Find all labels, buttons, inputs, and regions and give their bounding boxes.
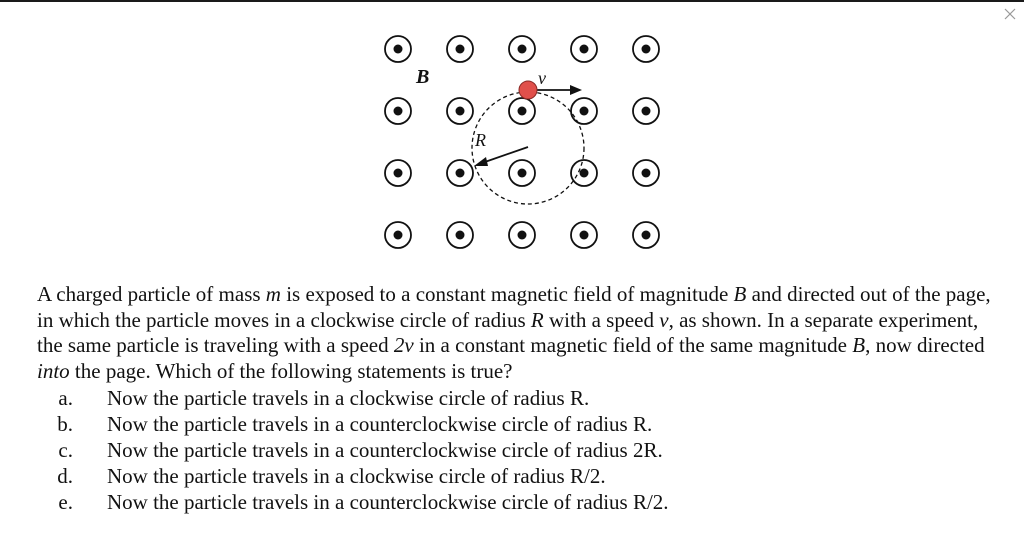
choice-c[interactable] bbox=[37, 438, 997, 464]
choice-letter: b. bbox=[57, 412, 73, 436]
out-of-page-dot-icon bbox=[571, 160, 597, 186]
out-of-page-dot-icon bbox=[509, 222, 535, 248]
out-of-page-dot-icon bbox=[447, 222, 473, 248]
question-block bbox=[37, 282, 997, 516]
out-of-page-dot-icon bbox=[633, 222, 659, 248]
choice-a[interactable] bbox=[37, 386, 997, 412]
choice-text: Now the particle travels in a clockwise circle of radius R/2. bbox=[107, 464, 606, 488]
out-of-page-dot-icon bbox=[571, 98, 597, 124]
charged-particle bbox=[519, 81, 537, 99]
out-of-page-dot-icon bbox=[509, 160, 535, 186]
out-of-page-dot-icon bbox=[571, 36, 597, 62]
choice-b[interactable] bbox=[37, 412, 997, 438]
choice-text: Now the particle travels in a counterclockwise circle of radius R/2. bbox=[107, 490, 669, 514]
out-of-page-dot-icon bbox=[385, 222, 411, 248]
out-of-page-dot-icon bbox=[385, 98, 411, 124]
question-stem: A charged particle of mass m is exposed to a constant magnetic field of magnitude B and directed out of the page, in which the particle moves in a clockwise circle of radius R with a speed v, as shown. In a separate experiment, the same particle is traveling with a speed 2v in a constant magnetic field of the same magnitude B, now directed into the page. Which of the following statements is true? bbox=[37, 282, 991, 383]
choice-e[interactable] bbox=[37, 490, 997, 516]
out-of-page-dot-icon bbox=[447, 160, 473, 186]
field-label: B bbox=[416, 66, 430, 88]
choice-text: Now the particle travels in a counterclockwise circle of radius R. bbox=[107, 412, 653, 436]
choice-letter: e. bbox=[58, 490, 73, 514]
out-of-page-dot-icon bbox=[571, 222, 597, 248]
out-of-page-dot-icon bbox=[509, 98, 535, 124]
magnetic-field-figure bbox=[360, 22, 690, 267]
out-of-page-dot-icon bbox=[633, 36, 659, 62]
out-of-page-dot-icon bbox=[633, 98, 659, 124]
out-of-page-dot-icon bbox=[633, 160, 659, 186]
choice-d[interactable] bbox=[37, 464, 997, 490]
choice-text: Now the particle travels in a counterclockwise circle of radius 2R. bbox=[107, 438, 663, 462]
answer-choices bbox=[37, 386, 997, 516]
out-of-page-dot-icon bbox=[385, 36, 411, 62]
close-icon[interactable] bbox=[1002, 6, 1018, 22]
radius-label: R bbox=[475, 130, 486, 150]
out-of-page-dot-icon bbox=[509, 36, 535, 62]
velocity-label: v bbox=[538, 68, 546, 88]
out-of-page-dot-icon bbox=[447, 98, 473, 124]
choice-letter: c. bbox=[58, 438, 73, 462]
choice-letter: a. bbox=[58, 386, 73, 410]
out-of-page-dot-icon bbox=[385, 160, 411, 186]
out-of-page-dot-icon bbox=[447, 36, 473, 62]
choice-text: Now the particle travels in a clockwise circle of radius R. bbox=[107, 386, 590, 410]
choice-letter: d. bbox=[57, 464, 73, 488]
